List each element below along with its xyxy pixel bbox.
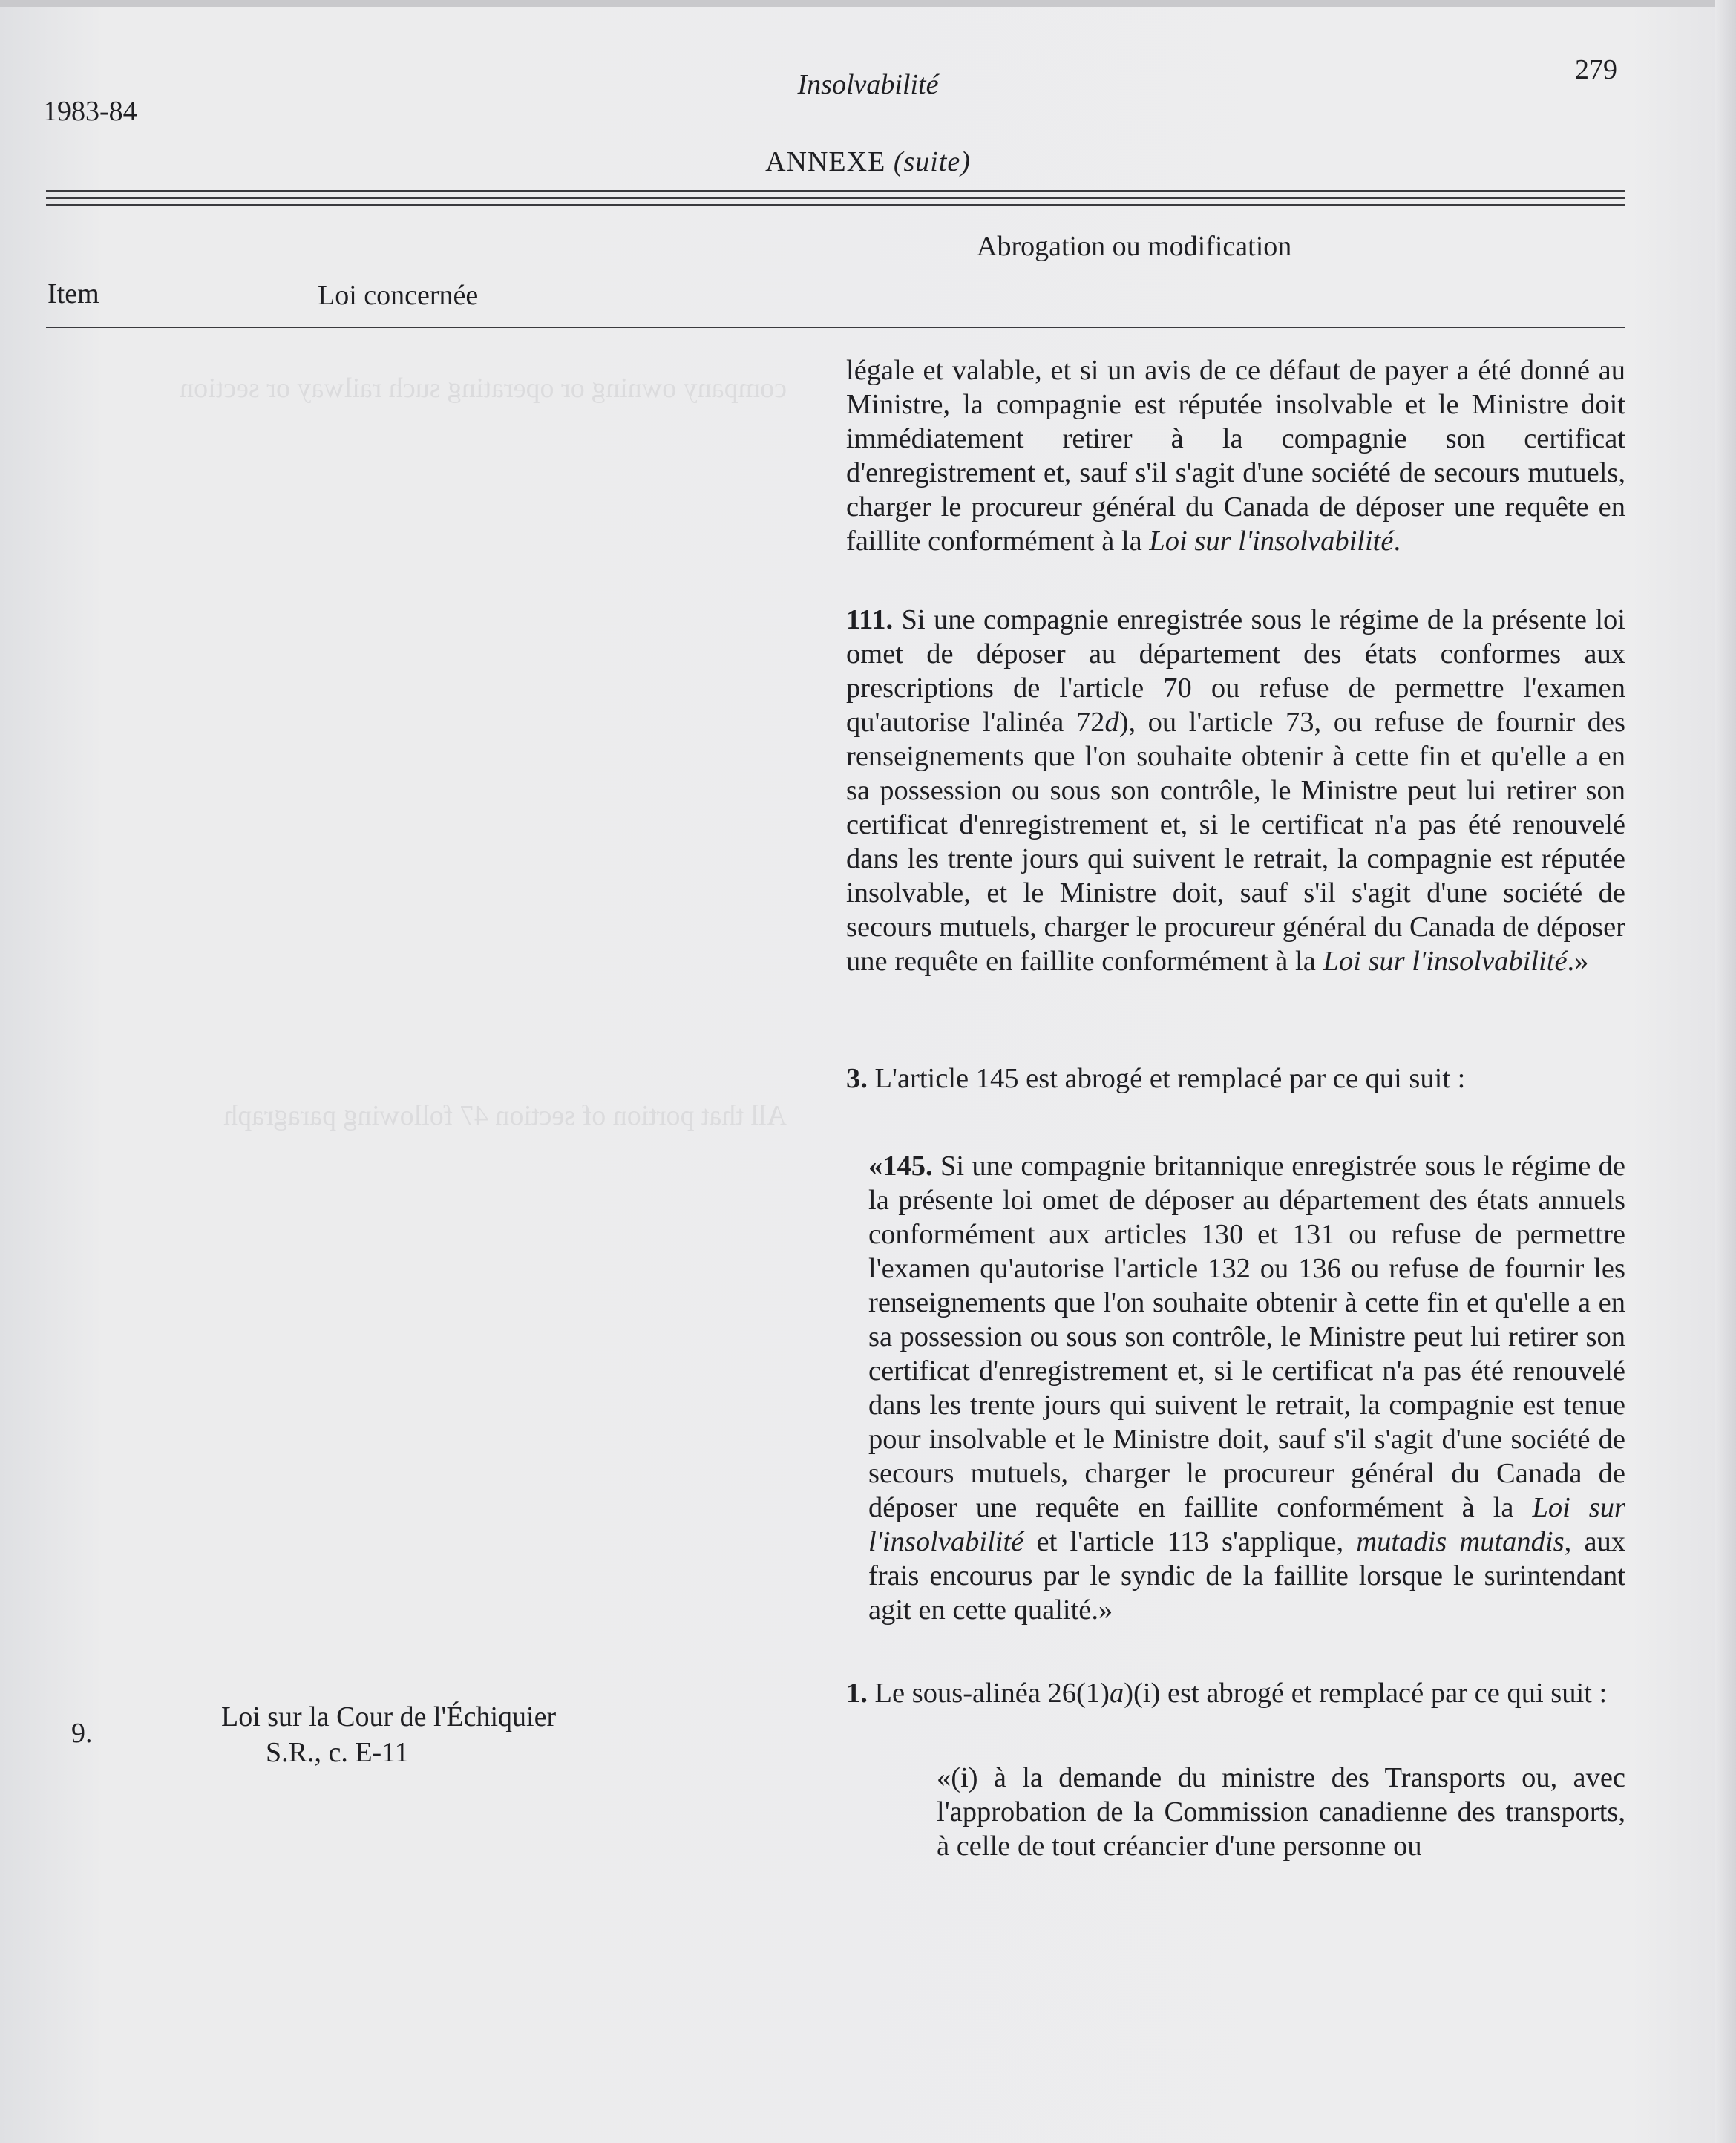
year-label: 1983-84 (43, 96, 137, 127)
column-header-rule (46, 327, 1625, 328)
act-title: Loi sur l'insolvabilité (868, 1492, 1626, 1557)
alinea-letter: a (1109, 1678, 1124, 1709)
annexe-label: ANNEXE (765, 146, 886, 177)
running-title: Insolvabilité (797, 69, 939, 100)
paragraph-text: Si une compagnie enregistrée sous le régime de la présente loi omet de déposer au département des états conformes aux prescriptions de l'article 70 ou refuse de permettre l'examen qu'autorise l'alinéa 72 (846, 604, 1625, 738)
instruction-text: )(i) est abrogé et remplacé par ce qui suit : (1124, 1678, 1608, 1709)
paragraph-text: , aux frais encourus par le syndic de la faillite lorsque le surintendant agit en cette qualité.» (868, 1526, 1626, 1626)
page-number: 279 (1575, 54, 1617, 85)
column-header-abrogation: Abrogation ou modification (977, 231, 1292, 262)
act-name: Loi sur la Cour de l'Échiquier (221, 1701, 557, 1733)
top-edge (0, 0, 1736, 7)
item-number: 9. (71, 1718, 93, 1749)
alinea-letter: d (1104, 707, 1119, 738)
section-number: «145. (868, 1151, 933, 1182)
header-rule (46, 197, 1625, 199)
paragraph-text: et l'article 113 s'applique, (1036, 1526, 1344, 1557)
column-header-item: Item (48, 278, 99, 310)
paragraph-text: «(i) à la demande du ministre des Transports ou, avec l'approbation de la Commission canadienne des transports, à celle de tout créancier d'une personne ou (937, 1762, 1625, 1862)
act-reference: S.R., c. E-11 (266, 1737, 409, 1768)
bleed-through-decoration: company owning or operating such railway or section (180, 373, 787, 404)
instruction-number: 1. (846, 1678, 868, 1709)
amendment-instruction-3 (846, 1061, 1625, 1096)
paragraph-text: légale et valable, et si un avis de ce défaut de payer a été donné au Ministre, la compagnie est réputée insolvable et le Ministre doit immédiatement retirer à la compagnie son certificat d'enregistrement et, sauf s'il s'agit d'une société de secours mutuels, charger le procureur général du Canada de déposer une requête en faillite conformément à la (846, 355, 1625, 557)
bleed-through-decoration: All that portion of section 47 following paragraph (223, 1100, 787, 1131)
annexe-suffix: (suite) (893, 146, 971, 177)
paragraph-text: ), ou l'article 73, ou refuse de fournir des renseignements que l'on souhaite obtenir à cette fin et qu'elle a en sa possession ou sous son contrôle, le Ministre peut lui retirer son certificat d'enregistrement et, si le certificat n'a pas été renouvelé dans les trente jours qui suivent le retrait, la compagnie est réputée insolvable, et le Ministre doit, sauf s'il s'agit d'une société de secours mutuels, charger le procureur général du Canada de déposer une requête en faillite conformément à la (846, 707, 1625, 977)
act-title: Loi sur l'insolvabilité (1149, 526, 1394, 557)
header-rule (46, 204, 1625, 206)
section-number: 111. (846, 604, 894, 635)
annexe-heading (0, 145, 1736, 178)
section-145 (868, 1149, 1625, 1627)
punctuation: .» (1567, 946, 1589, 977)
instruction-text: L'article 145 est abrogé et remplacé par ce qui suit : (874, 1063, 1466, 1094)
instruction-text: Le sous-alinéa 26(1) (874, 1678, 1110, 1709)
act-title: Loi sur l'insolvabilité (1323, 946, 1568, 977)
instruction-number: 3. (846, 1063, 868, 1094)
amendment-instruction-1 (846, 1676, 1625, 1710)
paragraph-text: Si une compagnie britannique enregistrée sous le régime de la présente loi omet de déposer au département des états annuels conformément aux articles 130 et 131 ou refuse de permettre l'examen qu'autorise l'article 132 ou 136 ou refuse de fournir les renseignements que l'on souhaite obtenir à cette fin et qu'elle a en sa possession ou sous son contrôle, le Ministre peut lui retirer son certificat d'enregistrement et, si le certificat n'a pas été renouvelé dans les trente jours qui suivent le retrait, la compagnie est tenue pour insolvable et le Ministre doit, sauf s'il s'agit d'une société de secours mutuels, charger le procureur général du Canada de déposer une requête en faillite conformément à la (868, 1151, 1625, 1523)
header-rule (46, 190, 1625, 192)
punctuation: . (1393, 526, 1401, 557)
right-edge (1715, 0, 1736, 2143)
column-header-loi: Loi concernée (318, 280, 479, 311)
paragraph-continuation (846, 353, 1625, 558)
latin-phrase: mutadis mutandis (1356, 1526, 1565, 1557)
section-111 (846, 603, 1625, 978)
subparagraph-i (937, 1761, 1625, 1863)
